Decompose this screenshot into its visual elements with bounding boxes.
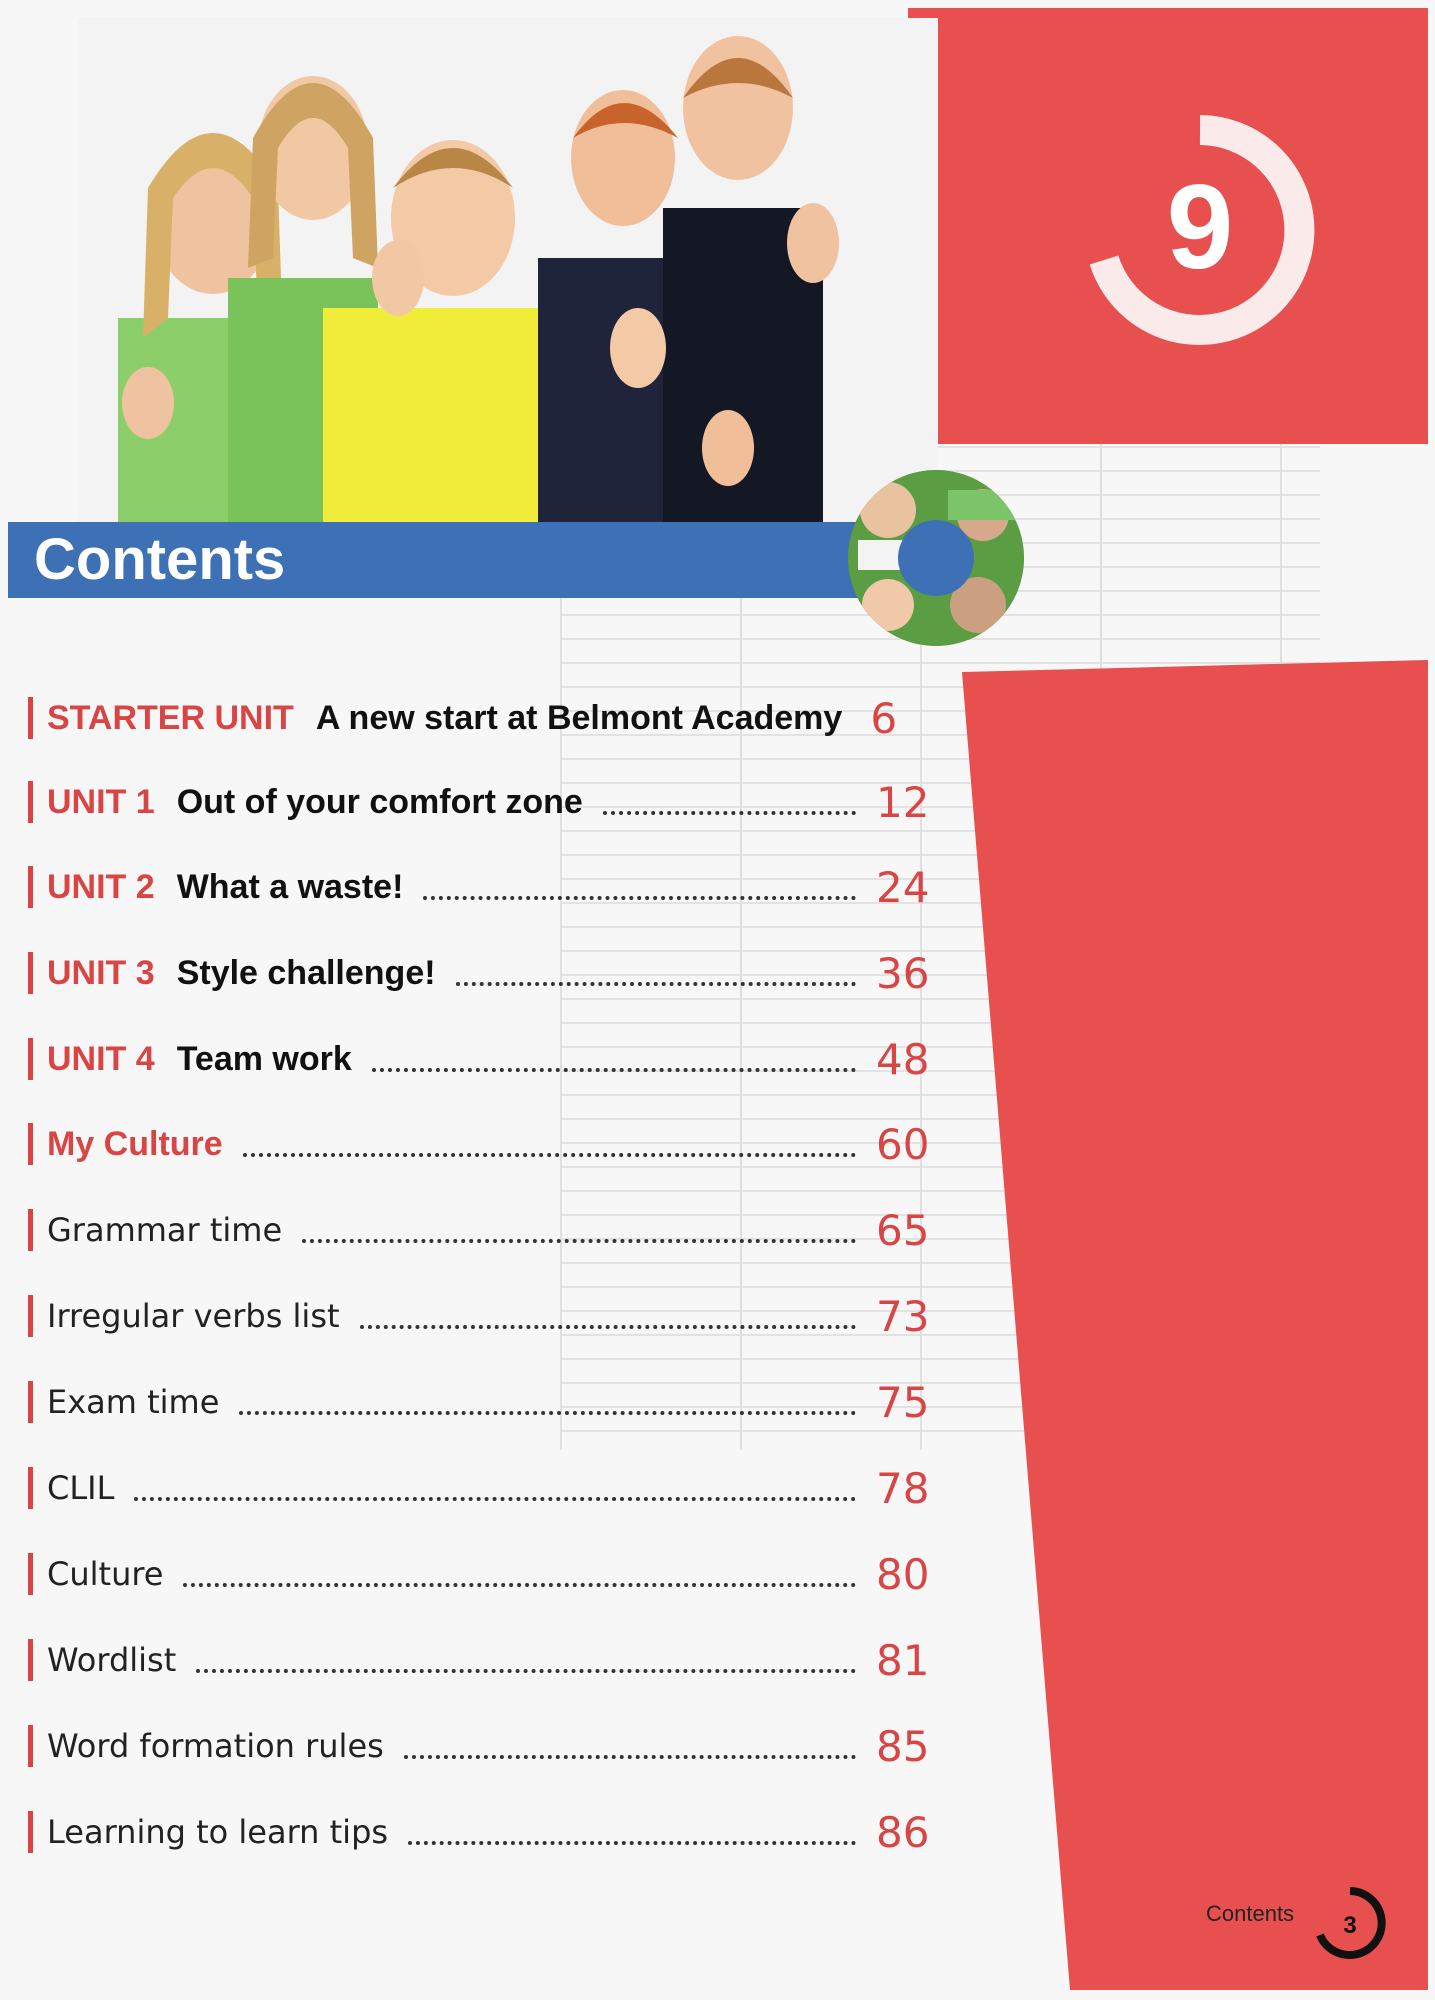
toc-title: Out of your comfort zone [176,782,583,821]
toc-title: Culture [47,1555,164,1593]
entry-marker [28,1038,33,1080]
toc-title: Learning to learn tips [47,1813,389,1851]
toc-entry-unit-4[interactable] [28,1029,936,1089]
toc-entry-unit-1[interactable] [28,772,936,832]
toc-page-number: 75 [876,1377,930,1427]
dot-leader [372,1046,856,1072]
toc-title: Exam time [47,1383,220,1421]
toc-unit-label: UNIT 4 [47,1039,155,1078]
dot-leader [239,1389,856,1415]
toc-page-number: 12 [876,777,930,827]
toc-unit-label: UNIT 3 [47,953,155,992]
toc-page-number: 73 [876,1291,930,1341]
toc-entry-learning-to-learn-tips[interactable] [28,1802,936,1862]
dot-leader [408,1819,856,1845]
toc-page-number: 60 [876,1119,930,1169]
entry-marker [28,1725,33,1767]
toc-entry-my-culture[interactable] [28,1114,936,1174]
toc-page-number: 65 [876,1205,930,1255]
dot-leader [134,1475,856,1501]
dot-leader [360,1303,856,1329]
toc-title: Wordlist [47,1641,177,1679]
hero-photo-students [78,18,938,523]
toc-page-number: 6 [870,693,898,743]
toc-unit-label: UNIT 2 [47,867,155,906]
entry-marker [28,1467,33,1509]
toc-entry-starter-unit[interactable] [28,688,936,748]
toc-entry-exam-time[interactable] [28,1372,936,1432]
dot-leader [404,1733,856,1759]
toc-entry-wordlist[interactable] [28,1630,936,1690]
toc-title: CLIL [47,1469,115,1507]
toc-entry-culture[interactable] [28,1544,936,1604]
toc-title: Irregular verbs list [47,1297,340,1335]
toc-page-number: 36 [876,948,930,998]
entry-marker [28,1123,33,1165]
toc-entry-clil[interactable] [28,1458,936,1518]
toc-title: Word formation rules [47,1727,384,1765]
toc-page-number: 78 [876,1463,930,1513]
circle-photo-students-on-grass [848,470,1024,646]
unit-number-badge [1070,100,1330,360]
entry-marker [28,952,33,994]
dot-leader [302,1217,856,1243]
entry-marker [28,697,33,739]
toc-title: Grammar time [47,1211,283,1249]
footer-section-label: Contents [1206,1901,1295,1926]
page-number-badge [1310,1883,1390,1963]
toc-page-number: 86 [876,1807,930,1857]
toc-unit-label: STARTER UNIT [47,698,294,737]
toc-entry-grammar-time[interactable] [28,1200,936,1260]
toc-title: What a waste! [176,867,404,906]
toc-page-number: 85 [876,1721,930,1771]
entry-marker [28,781,33,823]
entry-marker [28,1553,33,1595]
entry-marker [28,1209,33,1251]
toc-entry-word-formation-rules[interactable] [28,1716,936,1776]
toc-unit-label: My Culture [47,1124,223,1163]
dot-leader [243,1131,856,1157]
dot-leader [423,874,856,900]
entry-marker [28,1811,33,1853]
toc-page-number: 48 [876,1034,930,1084]
dot-leader [603,789,856,815]
toc-entry-irregular-verbs[interactable] [28,1286,936,1346]
entry-marker [28,1295,33,1337]
entry-marker [28,1381,33,1423]
contents-title-bar [8,522,888,598]
toc-entry-unit-2[interactable] [28,857,936,917]
toc-unit-label: UNIT 1 [47,782,155,821]
toc-title: Style challenge! [176,953,436,992]
dot-leader [183,1561,856,1587]
toc-title: Team work [176,1039,352,1078]
toc-entry-unit-3[interactable] [28,943,936,1003]
dot-leader [196,1647,856,1673]
entry-marker [28,866,33,908]
page-number: 3 [1343,1912,1357,1939]
toc-page-number: 24 [876,862,930,912]
toc-title: A new start at Belmont Academy [315,698,843,737]
dot-leader [456,960,856,986]
entry-marker [28,1639,33,1681]
toc-page-number: 81 [876,1635,930,1685]
unit-number: 9 [1166,160,1234,294]
toc-page-number: 80 [876,1549,930,1599]
page-title: Contents [34,527,286,592]
